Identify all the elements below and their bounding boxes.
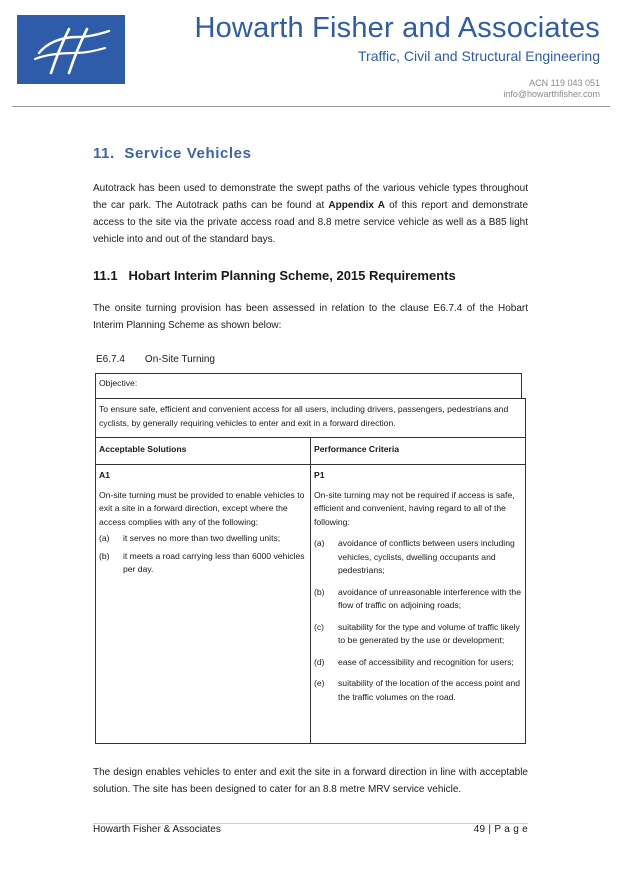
p1-item — [314, 537, 522, 578]
p1-item — [314, 677, 522, 704]
company-logo — [17, 15, 125, 84]
p1-item — [314, 656, 522, 670]
company-acn: ACN 119 043 051 — [529, 78, 600, 88]
company-name: Howarth Fisher and Associates — [194, 12, 600, 44]
p1-item-text: avoidance of conflicts between users including vehicles, cyclists, dwelling occupants and pedestrians; — [338, 538, 515, 575]
p1-item — [314, 621, 522, 648]
a1-item-text: it serves no more than two dwelling units; — [123, 533, 281, 543]
objective-label: Objective: — [99, 378, 138, 388]
a1-code: A1 — [99, 470, 110, 480]
a1-text: On-site turning must be provided to enable vehicles to exit a site in a forward direction, except where the access complies with any of the following: — [99, 489, 305, 527]
col1-header-text: Acceptable Solutions — [99, 444, 187, 454]
footer-page-number — [474, 824, 528, 835]
a1-item-text: it meets a road carrying less than 6000 vehicles per day. — [123, 550, 305, 574]
header-divider — [12, 106, 610, 107]
section-heading — [93, 145, 252, 162]
a1-item — [99, 532, 307, 546]
section-number: 11. — [93, 145, 115, 162]
clause-code: E6.7.4 — [96, 354, 125, 365]
p1-item-label: (a) — [314, 538, 325, 548]
p1-item-text: suitability for the type and volume of traffic likely to be generated by the use or development; — [338, 621, 520, 645]
p1-text: On-site turning may not be required if access is safe, efficient and convenient, having regard to all of the following: — [314, 489, 515, 527]
p1-item — [314, 586, 522, 613]
page-number: 49 — [473, 824, 486, 835]
a1-item-label: (b) — [99, 550, 110, 561]
company-tagline: Traffic, Civil and Structural Engineering — [358, 48, 600, 64]
footer-company-name: Howarth Fisher & Associates — [93, 824, 221, 835]
p1-item-label: (e) — [314, 678, 325, 688]
subsection-number: 11.1 — [93, 268, 118, 283]
p1-item-label: (d) — [314, 656, 325, 667]
p1-item-label: (b) — [314, 586, 325, 597]
objective-label-cell — [95, 373, 522, 399]
conclusion-paragraph: The design enables vehicles to enter and exit the site in a forward direction in line with acceptable solution. The site has been designed to cater for an 8.8 metre MRV service vehicle. — [93, 767, 528, 795]
p1-item-label: (c) — [314, 621, 325, 632]
acceptable-solution-a1-cell — [95, 464, 311, 744]
col2-header-text: Performance Criteria — [314, 444, 400, 454]
performance-criteria-header — [310, 437, 526, 465]
p1-code: P1 — [314, 470, 325, 480]
intro-text-continued: of this report and demonstrate access to the site via the private access road and 8.8 metre service vehicle as well as a B85 light vehicle into and out of the standard bays. — [93, 200, 528, 245]
intro-text: Autotrack has been used to demonstrate the swept paths of the various vehicle types throughout the car park. The Autotrack paths can be found at — [93, 183, 528, 211]
p1-item-text: suitability of the location of the access point and the traffic volumes on the road. — [338, 678, 521, 702]
page-label: | P a g e — [488, 824, 528, 835]
logo-monogram — [17, 15, 125, 84]
company-email-link[interactable]: info@howarthfisher.com — [503, 89, 600, 99]
performance-criteria-p1-cell — [310, 464, 526, 744]
subsection-title: Hobart Interim Planning Scheme, 2015 Requirements — [128, 268, 456, 283]
section-title: Service Vehicles — [124, 145, 252, 162]
p1-item-text: avoidance of unreasonable interference with the flow of traffic on adjoining roads; — [338, 586, 521, 610]
a1-item-label: (a) — [99, 533, 110, 543]
planning-scheme-table — [95, 373, 525, 744]
objective-text-cell — [95, 398, 526, 438]
a1-item — [99, 550, 307, 577]
clause-label — [96, 354, 215, 365]
objective-text: To ensure safe, efficient and convenient access for all users, including drivers, passengers, pedestrians and cyclists, by generally requiring vehicles to enter and exit in a forward direction. — [99, 404, 509, 428]
p1-item-text: ease of accessibility and recognition for users; — [338, 656, 514, 667]
section-intro-paragraph — [93, 180, 528, 248]
appendix-reference: Appendix A — [328, 200, 385, 211]
acceptable-solutions-header — [95, 437, 311, 465]
clause-title: On-Site Turning — [144, 354, 215, 365]
subsection-paragraph: The onsite turning provision has been assessed in relation to the clause E6.7.4 of the Hobart Interim Planning Scheme as shown below: — [93, 303, 528, 331]
subsection-heading — [93, 268, 456, 283]
